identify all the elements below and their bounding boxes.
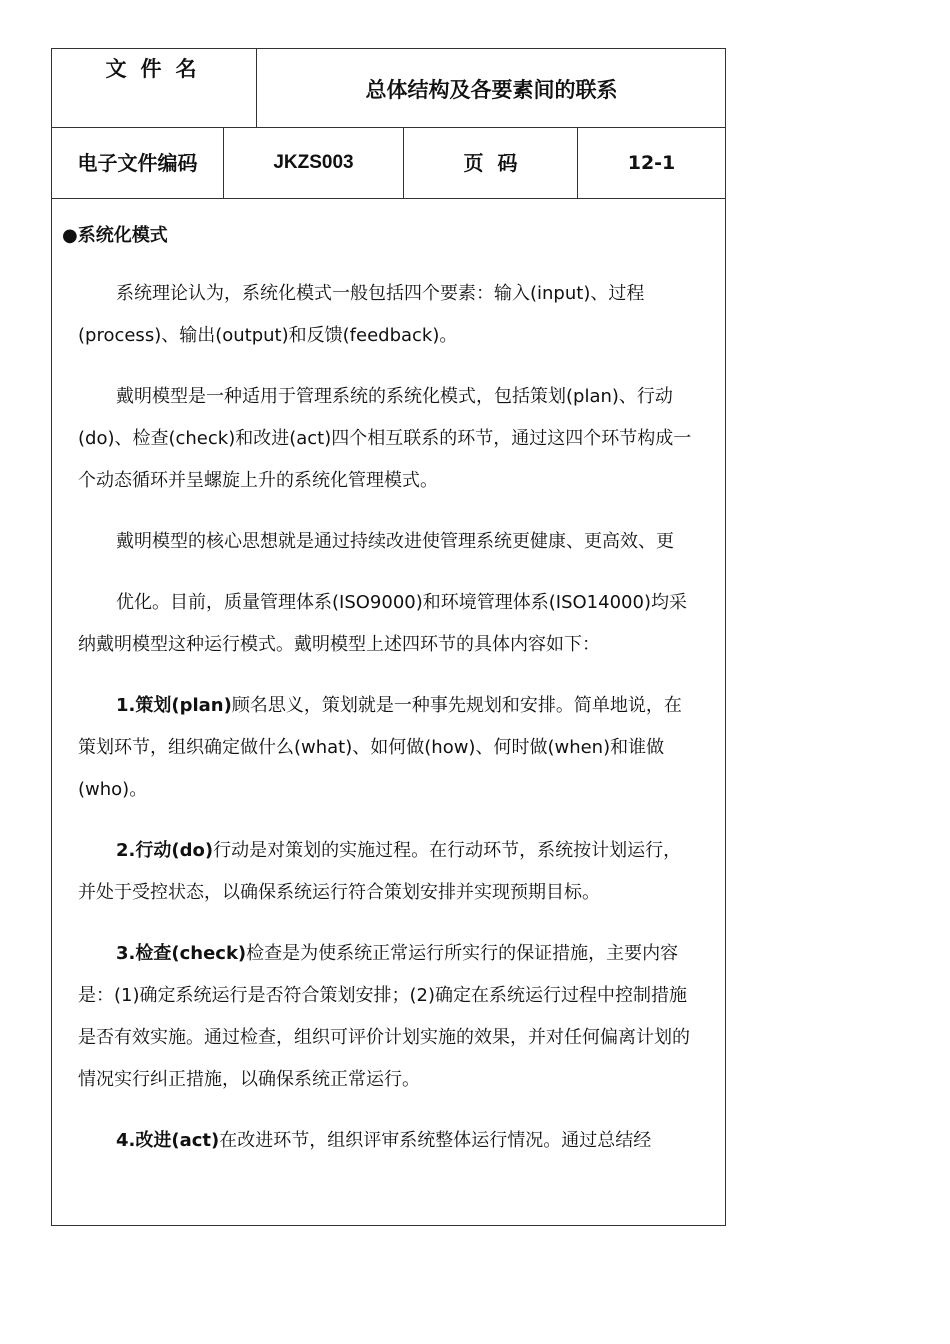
file-code-value: JKZS003 bbox=[224, 128, 404, 198]
item-lead: 1.策划(plan) bbox=[116, 695, 232, 716]
item-text: 在改进环节，组织评审系统整体运行情况。通过总结经 bbox=[219, 1130, 652, 1151]
paragraph-list bbox=[78, 273, 698, 1181]
item-text: 检查是为使系统正常运行所实行的保证措施，主要内容是：(1)确定系统运行是否符合策划安排；(2)确定在系统运行过程中控制措施是否有效实施。通过检查，组织可评价计划实施的效果，并对任何偏离计划的情况实行纠正措施，以确保系统正常运行。 bbox=[78, 943, 690, 1090]
header-row-1 bbox=[52, 49, 725, 128]
list-item-act bbox=[78, 1120, 698, 1162]
paragraph: 戴明模型是一种适用于管理系统的系统化模式，包括策划(plan)、行动(do)、检查(check)和改进(act)四个相互联系的环节，通过这四个环节构成一个动态循环并呈螺旋上升的系统化管理模式。 bbox=[78, 386, 692, 491]
item-lead: 2.行动(do) bbox=[116, 840, 214, 861]
file-name-label: 文件名 bbox=[52, 49, 257, 127]
file-code-label: 电子文件编码 bbox=[52, 128, 224, 198]
paragraph: 系统理论认为，系统化模式一般包括四个要素：输入(input)、过程(process)、输出(output)和反馈(feedback)。 bbox=[78, 283, 645, 346]
item-text: 行动是对策划的实施过程。在行动环节，系统按计划运行，并处于受控状态，以确保系统运行符合策划安排并实现预期目标。 bbox=[78, 840, 682, 903]
page-label: 页码 bbox=[404, 128, 578, 198]
item-lead: 4.改进(act) bbox=[116, 1130, 220, 1151]
list-item-check bbox=[78, 933, 698, 1101]
document-frame bbox=[51, 48, 726, 1226]
header-row-2 bbox=[52, 128, 725, 199]
list-item-do bbox=[78, 830, 698, 914]
list-item-plan bbox=[78, 685, 698, 811]
section-title: ●系统化模式 bbox=[62, 225, 168, 246]
paragraph: 优化。目前，质量管理体系(ISO9000)和环境管理体系(ISO14000)均采纳戴明模型这种运行模式。戴明模型上述四环节的具体内容如下： bbox=[78, 592, 687, 655]
item-lead: 3.检查(check) bbox=[116, 943, 247, 964]
document-title: 总体结构及各要素间的联系 bbox=[365, 78, 618, 102]
paragraph: 戴明模型的核心思想就是通过持续改进使管理系统更健康、更高效、更 bbox=[116, 531, 674, 552]
page-number: 12-1 bbox=[627, 152, 676, 174]
item-text: 顾名思义，策划就是一种事先规划和安排。简单地说，在策划环节，组织确定做什么(what)、如何做(how)、何时做(when)和谁做(who)。 bbox=[78, 695, 682, 800]
document-body bbox=[52, 199, 725, 1225]
